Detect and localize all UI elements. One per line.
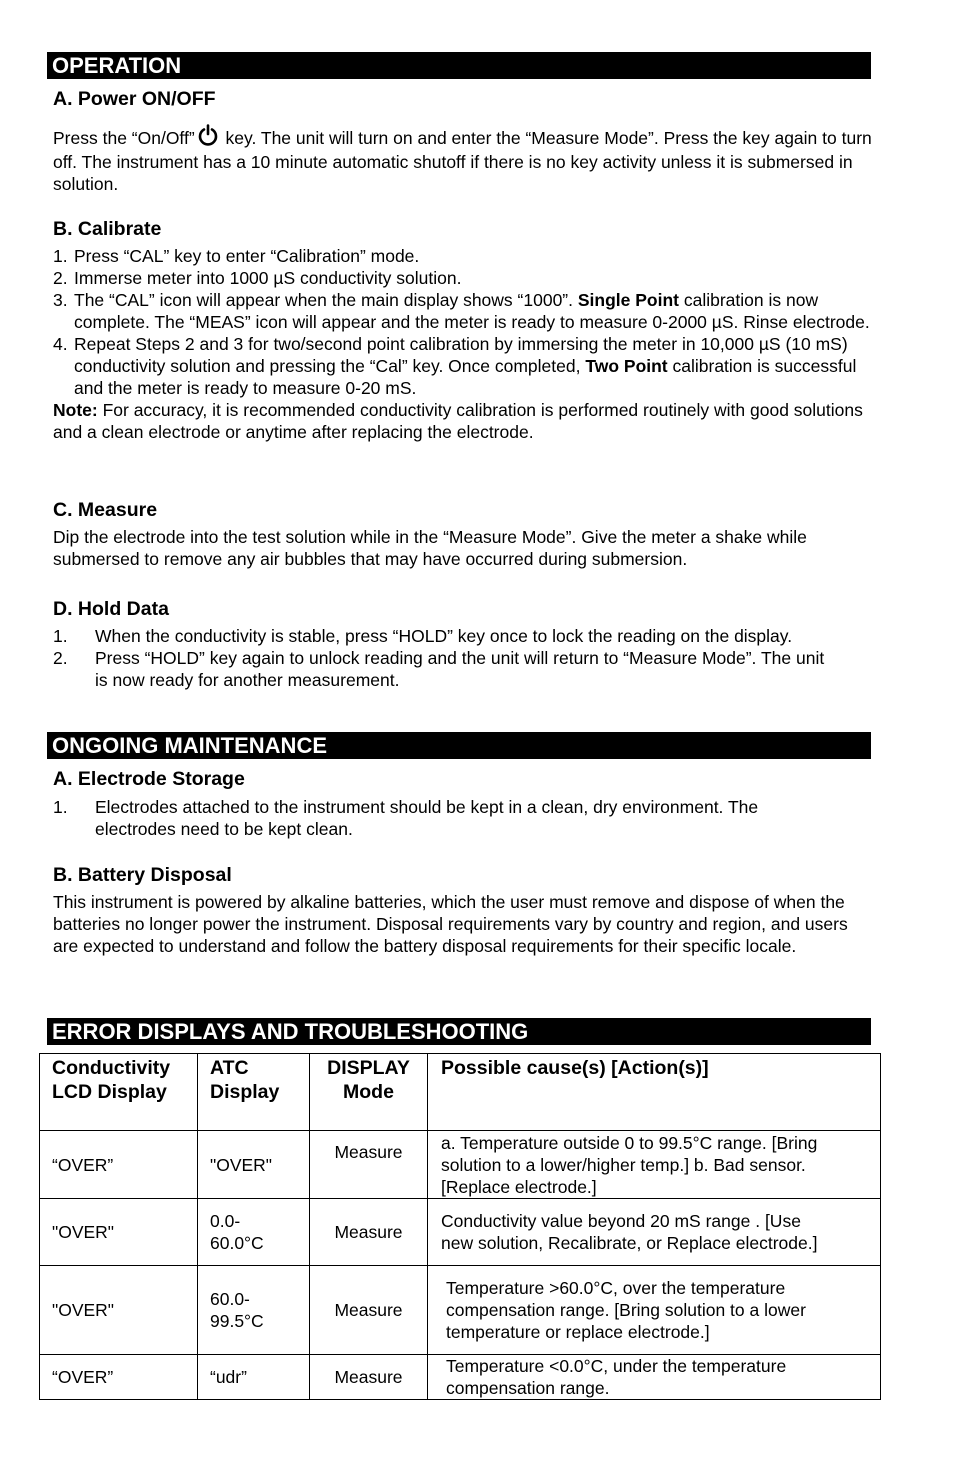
list-item: 3. The “CAL” icon will appear when the main display shows “1000”. Single Point calibration is now complete. The “MEAS” icon will appear and the meter is ready to measure 0-2000 µS. Rinse electrode. xyxy=(53,290,870,332)
heading-battery-disposal: B. Battery Disposal xyxy=(53,864,232,886)
table-cell: "OVER" xyxy=(40,1199,198,1266)
column-header: ATC Display xyxy=(198,1054,310,1131)
table-cell: "OVER" xyxy=(198,1131,310,1199)
table-cell: Conductivity value beyond 20 mS range . [Use new solution, Recalibrate, or Replace electrode.] xyxy=(428,1199,881,1266)
power-paragraph xyxy=(53,124,873,195)
list-item: 1. Electrodes attached to the instrument should be kept in a clean, dry environment. The electrodes need to be kept clean. xyxy=(53,797,759,839)
list-item: 1. When the conductivity is stable, press “HOLD” key once to lock the reading on the display. xyxy=(53,626,793,646)
table-cell: 0.0-60.0°C xyxy=(198,1199,310,1266)
section-header-maintenance: ONGOING MAINTENANCE xyxy=(47,732,871,759)
power-icon xyxy=(197,124,219,151)
storage-steps xyxy=(53,796,873,840)
hold-steps xyxy=(53,625,873,691)
section-header-errors: ERROR DISPLAYS AND TROUBLESHOOTING xyxy=(47,1018,871,1045)
list-item: 4. Repeat Steps 2 and 3 for two/second point calibration by immersing the meter in 10,000 µS (10 mS) conductivity solution and pressing the “Cal” key. Once completed, Two Point calibration is successful and the meter is ready to measure 0-20 mS. xyxy=(53,334,857,398)
list-item: 2. Press “HOLD” key again to unlock reading and the unit will return to “Measure Mode”. The unit is now ready for another measurement. xyxy=(53,648,825,690)
list-item: 1. Press “CAL” key to enter “Calibration” mode. xyxy=(53,246,420,266)
heading-measure: C. Measure xyxy=(53,499,158,521)
table-cell: a. Temperature outside 0 to 99.5°C range. [Bring solution to a lower/higher temp.] b. Bad sensor. [Replace electrode.] xyxy=(428,1131,881,1199)
table-cell: “udr” xyxy=(198,1355,310,1400)
power-text-before: Press the “On/Off” xyxy=(53,128,195,148)
error-table xyxy=(39,1053,881,1400)
calibrate-steps xyxy=(53,245,873,443)
heading-electrode-storage: A. Electrode Storage xyxy=(53,768,245,790)
table-cell: Measure xyxy=(310,1266,428,1355)
table-row xyxy=(40,1266,881,1355)
table-cell: Temperature >60.0°C, over the temperature compensation range. [Bring solution to a lower temperature or replace electrode.] xyxy=(428,1266,881,1355)
table-cell: Temperature <0.0°C, under the temperature compensation range. xyxy=(428,1355,881,1400)
heading-hold-data: D. Hold Data xyxy=(53,598,169,620)
list-item: 2. Immerse meter into 1000 µS conductivity solution. xyxy=(53,268,462,288)
table-header-row xyxy=(40,1054,881,1131)
column-header: DISPLAY Mode xyxy=(310,1054,428,1131)
table-cell: Measure xyxy=(310,1131,428,1199)
table-cell: "OVER" xyxy=(40,1266,198,1355)
heading-calibrate: B. Calibrate xyxy=(53,218,162,240)
battery-paragraph: This instrument is powered by alkaline batteries, which the user must remove and dispose of when the batteries no longer power the instrument. Disposal requirements vary by country and region, and users are expected to understand and follow the battery disposal requirements for their specific locale. xyxy=(53,892,848,956)
calibrate-note: Note: For accuracy, it is recommended conductivity calibration is performed routinely with good solutions and a clean electrode or anytime after replacing the electrode. xyxy=(53,400,863,442)
table-cell: “OVER” xyxy=(40,1131,198,1199)
column-header: Possible cause(s) [Action(s)] xyxy=(428,1054,881,1131)
table-cell: 60.0-99.5°C xyxy=(198,1266,310,1355)
table-cell: “OVER” xyxy=(40,1355,198,1400)
column-header: Conductivity LCD Display xyxy=(40,1054,198,1131)
power-text-after: key. The unit will turn on and enter the “Measure Mode”. Press the key again to turn off. The instrument has a 10 minute automatic shutoff if there is no key activity unless it is submersed in solution. xyxy=(53,128,872,194)
table-cell: Measure xyxy=(310,1199,428,1266)
measure-paragraph: Dip the electrode into the test solution while in the “Measure Mode”. Give the meter a shake while submersed to remove any air bubbles that may have occurred during submersion. xyxy=(53,527,807,569)
table-row xyxy=(40,1131,881,1199)
section-header-operation: OPERATION xyxy=(47,52,871,79)
heading-power: A. Power ON/OFF xyxy=(53,88,216,110)
table-cell: Measure xyxy=(310,1355,428,1400)
table-row xyxy=(40,1355,881,1400)
table-row xyxy=(40,1199,881,1266)
